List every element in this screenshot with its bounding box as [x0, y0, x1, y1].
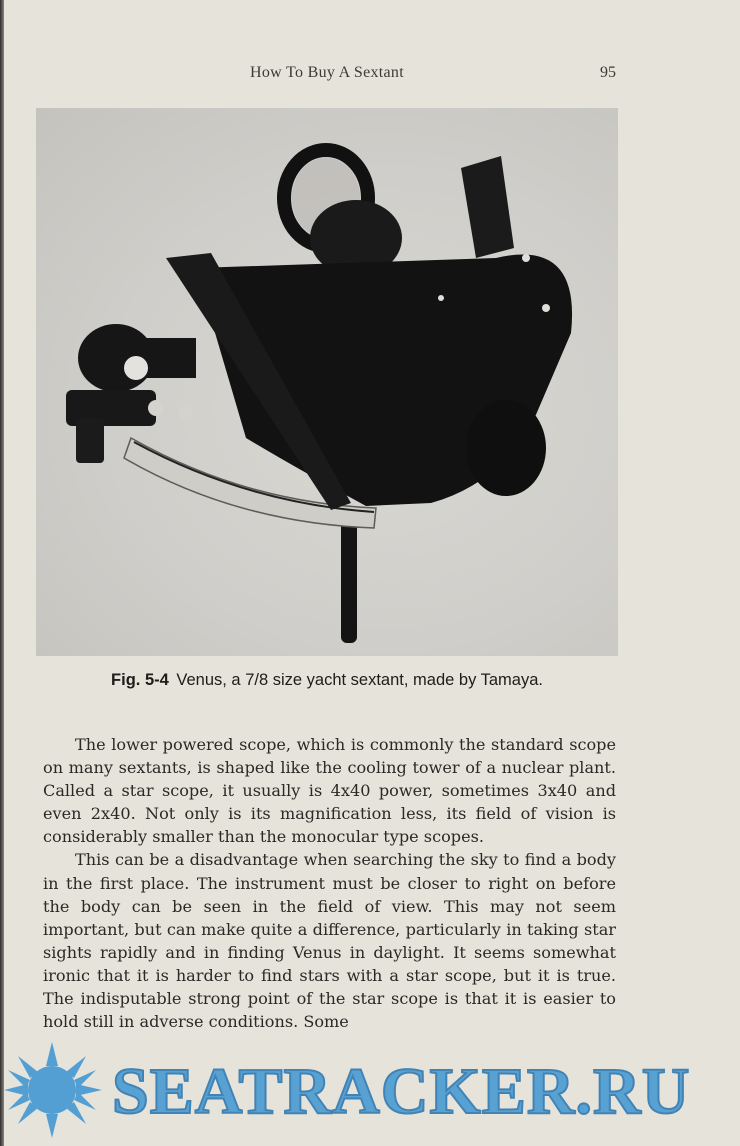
running-header	[36, 64, 618, 86]
watermark-text: SEATRACKER.RU	[112, 1055, 691, 1128]
paragraph: The lower powered scope, which is commonly the standard scope on many sextants, is shaped like the cooling tower of a nuclear plant. Called a star scope, it usually is 4x40 power, sometimes 3x40 and even 2x40. Not only is its magnification less, its field of vision is considerably smaller than the monocular type scopes.	[43, 735, 616, 847]
figure-caption-text: Venus, a 7/8 size yacht sextant, made by Tamaya.	[176, 671, 543, 689]
page-binding-edge	[0, 0, 4, 1146]
figure-caption	[36, 671, 618, 690]
watermark	[0, 1040, 740, 1140]
sunburst-icon	[0, 1040, 112, 1140]
sextant-photograph	[36, 108, 618, 656]
body-text	[43, 733, 616, 1033]
paragraph: This can be a disadvantage when searching the sky to find a body in the first place. The instrument must be closer to right on before the body can be seen in the field of view. This may not seem important, but can make quite a difference, particularly in taking star sights rapidly and in finding Venus in daylight. It seems somewhat ironic that it is harder to find stars with a star scope, but it is true. The indisputable strong point of the star scope is that it is easier to hold still in adverse conditions. Some	[43, 850, 616, 1032]
figure-label: Fig. 5-4	[111, 671, 169, 689]
running-title: How To Buy A Sextant	[250, 64, 404, 81]
page-number: 95	[600, 64, 616, 81]
